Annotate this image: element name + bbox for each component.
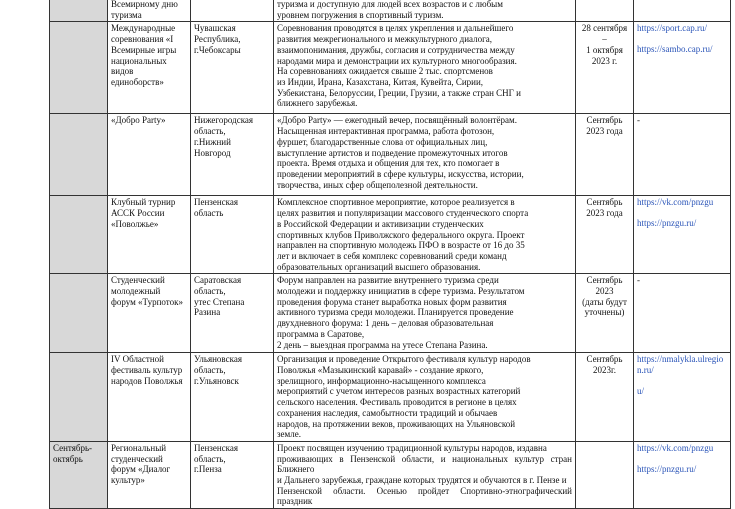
description-line: образовательных организаций высшего образования. [277,261,481,272]
description-line: сельского населения. Фестиваль проводится в регионе в целях [277,397,517,408]
event-name-line: фестиваль культур [111,365,183,376]
region-line: область, [194,365,226,376]
description-line: проекта. Время отдыха и общения для тех, кто помогает в [277,158,500,169]
event-name-line: видов [111,66,134,77]
description-line: Форум направлен на развитие внутреннего туризма среди [277,275,499,286]
region-cell [191,196,274,274]
period-cell [50,274,108,353]
description-line: Узбекистана, Белоруссии, Греции, Грузии, а также стран СНГ и [277,87,521,98]
table-row [50,196,731,274]
event-name-cell [108,353,191,442]
description-line: Проект посвящен изучению традиционной культуры народов, издавна [277,442,547,453]
region-line: г.Нижний [194,136,231,147]
description-line: проведения форума станет выработка новых форм развития [277,296,507,307]
description-line: направлен на спортивную молодежь ПФО в возрасте от 16 до 35 [277,240,525,251]
description-line: 2 день – выездная программа на утесе Степана Разина. [277,339,488,350]
description-line: ближнего зарубежья. [277,98,358,109]
region-line: область, [194,453,226,464]
event-name-line: Всемирные игры [111,44,177,55]
event-name-line: Клубный турнир [111,197,176,208]
dates-line: Сентябрь [586,275,623,286]
description-line: выступление артистов и подведение промежуточных итогов [277,147,508,158]
period-line: октябрь [53,453,83,464]
event-name-line: «Поволжье» [111,218,159,229]
region-line: Разина [194,307,221,318]
period-line: Сентябрь- [53,442,93,453]
region-cell [191,22,274,114]
dates-line: Сентябрь [586,197,623,208]
table-row [50,114,731,196]
dates-cell [576,274,634,353]
description-line: из Индии, Ирана, Казахстана, Китая, Кувейта, Сирии, [277,76,484,87]
event-name-line: туризма [111,9,142,20]
dates-line: 2023г. [593,365,616,376]
region-line: Пензенская [194,442,239,453]
event-name-line: культур» [111,475,145,486]
dates-cell [576,0,634,22]
period-cell [50,114,108,196]
region-cell [191,441,274,508]
description-cell [274,353,576,442]
description-cell [274,114,576,196]
description-line: активного туризма среди молодежи. Планируется проведение [277,307,514,318]
links-cell [634,196,731,274]
event-name-line: студенческий [111,453,163,464]
event-name-line: Региональный [111,442,167,453]
description-line: проведении мероприятий в сфере культуры, искусства, истории, [277,168,524,179]
link[interactable]: https://sport.cap.ru/ [637,23,707,34]
dates-cell [576,196,634,274]
description-line: сохранения наследия, самобытности традиций и обычаев [277,407,498,418]
description-cell [274,441,576,508]
description-line: спортивных клубов Приволжского федерального округа. Проект [277,229,525,240]
link: u/ [637,385,645,396]
event-name-line: молодежный [111,286,161,297]
events-table-body [50,0,731,509]
dates-cell [576,22,634,114]
region-cell [191,274,274,353]
description-line: земле. [277,429,301,440]
dates-line: Сентябрь [586,354,623,365]
description-line: и Дальнего зарубежья, граждане которых трудятся и обучаются в г. Пензе и [277,475,567,486]
dates-line: 28 сентября [581,23,628,34]
table-row [50,22,731,114]
events-table [49,0,731,509]
description-line: «Добро Party» — ежегодный вечер, посвящённый волонтёрам. [277,115,517,126]
description-line: программа в Саратове, [277,328,365,339]
description-line: двухдневного форума: 1 день – деловая образовательная [277,318,494,329]
table-row [50,274,731,353]
links-cell [634,0,731,22]
event-name-cell [108,196,191,274]
event-name-line: национальных [111,55,167,66]
dates-line: Сентябрь [586,115,623,126]
table-row [50,353,731,442]
description-line: Пензенской области. Осенью пройдет Спортивно-этнографический праздник [277,485,572,507]
event-name-line: «Добро Party» [111,115,166,126]
description-line: развития межрегионального и межкультурного диалога, [277,34,493,45]
event-name-line: единоборств» [111,76,164,87]
dates-cell [576,353,634,442]
link[interactable]: https://pnzgu.ru/ [637,218,697,229]
region-line: Ульяновская [194,354,242,365]
description-line: лет и включает в себя комплекс соревнований среди команд [277,250,507,261]
link[interactable]: https://sambo.cap.ru/ [637,44,713,55]
region-cell [191,353,274,442]
description-line: творчества, иных сфер общеполезной деятельности. [277,179,478,190]
region-line: Нижегородская [194,115,254,126]
event-name-cell [108,0,191,22]
period-cell [50,0,108,22]
event-name-line: Международные [111,23,176,34]
description-line: Соревнования проводятся в целях укрепления и дальнейшего [277,23,514,34]
region-line: Пензенская [194,197,239,208]
description-line: целях развития и популяризации массового студенческого спорта [277,208,529,219]
link[interactable]: https://pnzgu.ru/ [637,463,697,474]
event-name-line: форум «Турпоток» [111,296,183,307]
dates-cell [576,441,634,508]
dates-line: 2023 года [586,126,623,137]
description-line: Поволжья «Мазыкинский каравай» - создание яркого, [277,365,484,376]
links-cell [634,274,731,353]
region-line: Новгород [194,147,231,158]
links-cell [634,22,731,114]
region-cell [191,114,274,196]
description-line: народов, на протяжении веков, проживающих на Ульяновской [277,418,516,429]
region-line: Республика, [194,34,241,45]
dates-line: 2023 года [586,208,623,219]
description-cell [274,196,576,274]
description-line: фуршет, благодарственные слова от официальных лиц, [277,136,488,147]
event-name-line: народов Поволжья [111,375,183,386]
region-line: г.Ульяновск [194,375,239,386]
dates-line: 1 октября [586,44,623,55]
description-line: проживающих в Пензенской области, и национальных культур стран Ближнего [277,453,572,475]
description-line: На соревнованиях ожидается свыше 2 тыс. спортсменов [277,66,493,77]
region-line: Чувашская [194,23,236,34]
period-cell [50,353,108,442]
link[interactable]: https://vk.com/pnzgu [637,197,714,208]
link[interactable]: https://vk.com/pnzgu [637,442,714,453]
event-name-line: АССК России [111,208,165,219]
description-cell [274,274,576,353]
description-line: молодежи и поддержку инициатив в сфере туризма. Результатом [277,286,525,297]
links-cell [634,353,731,442]
event-name-cell [108,22,191,114]
period-cell [50,22,108,114]
dates-line: 2023 г. [591,55,618,66]
event-name-line: форум «Диалог [111,464,171,475]
description-line: народами мира и демонстрации их культурного многообразия. [277,55,517,66]
region-line: область, [194,286,226,297]
link: - [637,115,640,126]
description-line: зрелищного, информационно-насыщенного комплекса [277,375,486,386]
dates-line: – [602,34,607,45]
description-line: Комплексное спортивное мероприятие, которое реализуется в [277,197,515,208]
event-name-cell [108,274,191,353]
event-name-cell [108,441,191,508]
region-line: область, [194,126,226,137]
region-line: утес Степана [194,296,245,307]
table-row [50,0,731,22]
region-line: г.Чебоксары [194,44,241,55]
table-row [50,441,731,508]
region-line: г.Пенза [194,464,222,475]
period-cell [50,441,108,508]
dates-line: уточнены) [584,307,625,318]
description-line: Организация и проведение Открытого фестиваля культур народов [277,354,531,365]
event-name-line: Студенческий [111,275,165,286]
description-cell [274,0,576,22]
description-line: в Российской Федерации и активизации студенческих [277,218,484,229]
dates-line: (даты будут [582,296,627,307]
description-line: уровнем погружения в спортивный туризм. [277,9,444,20]
period-cell [50,196,108,274]
region-cell [191,0,274,22]
event-name-line: IV Областной [111,354,164,365]
description-line: Насыщенная интерактивная программа, работа фотозон, [277,126,495,137]
link[interactable]: https://nmalykla.ulregion.ru/ [637,354,724,376]
link: - [637,275,640,286]
description-cell [274,22,576,114]
links-cell [634,114,731,196]
event-name-line: Всемирному дню [111,0,178,9]
description-line: мероприятий с учетом интересов разных возрастных категорий [277,386,521,397]
event-name-line: соревнования «I [111,34,174,45]
description-line: туризма и доступную для людей всех возрастов и с любым [277,0,503,9]
description-line: взаимопонимания, дружбы, согласия и сотрудничества между [277,44,515,55]
region-line: Саратовская [194,275,242,286]
region-line: область [194,208,224,219]
dates-cell [576,114,634,196]
links-cell [634,441,731,508]
dates-line: 2023 [595,286,614,297]
event-name-cell [108,114,191,196]
